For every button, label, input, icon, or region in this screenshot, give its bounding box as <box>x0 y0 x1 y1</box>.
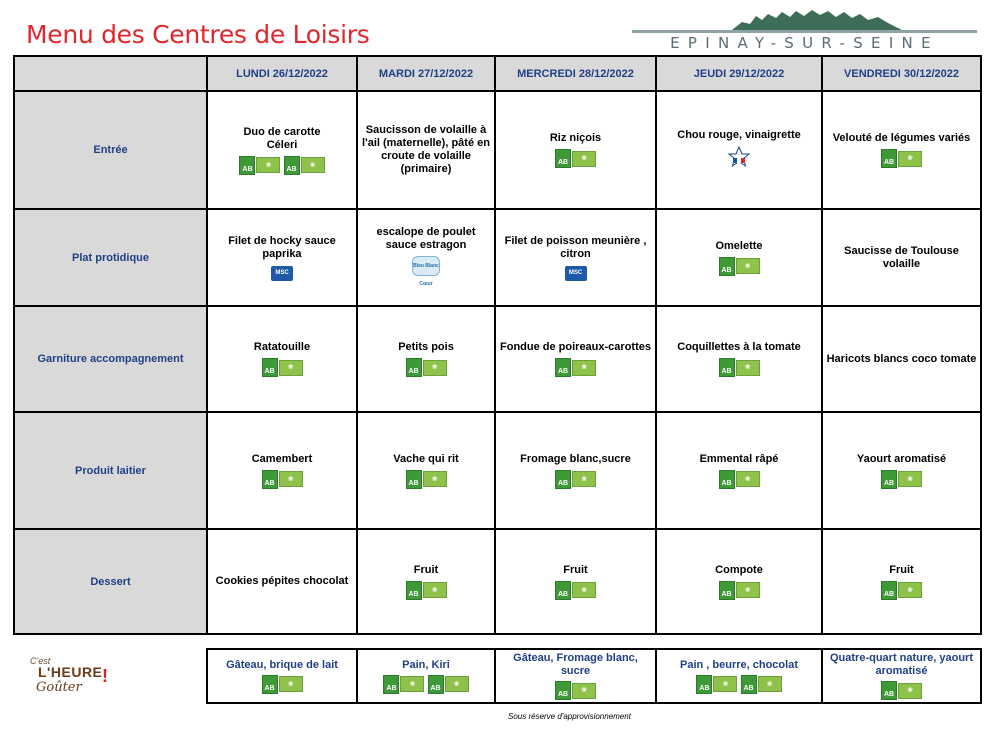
label-badges <box>208 358 356 377</box>
course-label: Dessert <box>14 529 207 634</box>
label-badges <box>657 146 821 172</box>
menu-cell <box>656 529 822 634</box>
label-badges <box>657 257 821 276</box>
menu-cell <box>656 91 822 209</box>
eu-organic-leaf-icon: ❀ <box>572 471 596 487</box>
eu-organic-leaf-icon: ❀ <box>279 676 303 692</box>
eu-organic-leaf-icon: ❀ <box>736 471 760 487</box>
day-header: MARDI 27/12/2022 <box>357 56 495 91</box>
organic-ab-icon <box>555 149 596 168</box>
eu-organic-leaf-icon: ❀ <box>713 676 737 692</box>
eu-organic-leaf-icon: ❀ <box>256 157 280 173</box>
course-label: Entrée <box>14 91 207 209</box>
eu-organic-leaf-icon: ❀ <box>572 360 596 376</box>
dish-text: Haricots blancs coco tomate <box>826 352 977 365</box>
day-header: MERCREDI 28/12/2022 <box>495 56 656 91</box>
label-badges <box>496 358 655 377</box>
gouter-logo-line3: Goûter <box>36 680 82 695</box>
ab-label: AB <box>555 581 571 600</box>
label-badges <box>208 675 356 694</box>
dish-text: Céleri <box>266 138 298 151</box>
label-badges <box>358 581 494 600</box>
organic-ab-icon <box>406 358 447 377</box>
ab-label: AB <box>881 149 897 168</box>
label-badges <box>208 265 356 281</box>
logo-bar <box>632 30 977 33</box>
menu-cell <box>495 209 656 306</box>
ab-label: AB <box>262 358 278 377</box>
dish-text: Filet de hocky sauce paprika <box>228 234 336 260</box>
menu-cell <box>357 529 495 634</box>
gouter-logo-line2: L'HEURE <box>38 664 103 680</box>
label-badges <box>358 675 494 694</box>
eu-organic-leaf-icon: ❀ <box>423 360 447 376</box>
gouter-cell <box>656 649 822 703</box>
menu-cell <box>495 412 656 529</box>
course-label: Garniture accompagnement <box>14 306 207 412</box>
menu-cell <box>207 529 357 634</box>
menu-cell <box>656 412 822 529</box>
label-badges <box>657 470 821 489</box>
organic-ab-icon <box>881 581 922 600</box>
organic-ab-icon <box>383 675 424 694</box>
dish-text: Chou rouge, vinaigrette <box>677 128 801 141</box>
eu-organic-leaf-icon: ❀ <box>898 151 922 167</box>
course-label: Plat protidique <box>14 209 207 306</box>
menu-row <box>14 91 981 209</box>
menu-cell <box>822 306 981 412</box>
eu-organic-leaf-icon: ❀ <box>400 676 424 692</box>
footnote: Sous réserve d'approvisionnement <box>508 712 631 721</box>
label-badges <box>823 149 980 168</box>
label-badges <box>657 675 821 694</box>
eu-organic-leaf-icon: ❀ <box>279 360 303 376</box>
page-title: Menu des Centres de Loisirs <box>26 20 370 49</box>
ab-label: AB <box>284 156 300 175</box>
organic-ab-icon <box>284 156 325 175</box>
organic-ab-icon <box>555 358 596 377</box>
gouter-cell <box>207 649 357 703</box>
dish-text: Compote <box>715 563 763 576</box>
organic-ab-icon <box>719 257 760 276</box>
organic-ab-icon <box>406 581 447 600</box>
organic-ab-icon <box>239 156 280 175</box>
label-badges <box>496 265 655 281</box>
eu-organic-leaf-icon: ❀ <box>572 151 596 167</box>
organic-ab-icon <box>719 470 760 489</box>
ab-label: AB <box>428 675 444 694</box>
label-badges <box>496 470 655 489</box>
dish-text: Emmental râpé <box>699 452 779 465</box>
label-badges <box>823 581 980 600</box>
menu-row <box>14 209 981 306</box>
organic-ab-icon <box>555 470 596 489</box>
menu-row <box>14 412 981 529</box>
dish-text: Fruit <box>889 563 914 576</box>
menu-cell <box>822 91 981 209</box>
label-badges <box>823 681 980 700</box>
ab-label: AB <box>555 358 571 377</box>
label-badges <box>496 149 655 168</box>
city-skyline-icon <box>732 8 902 30</box>
gouter-cell <box>495 649 656 703</box>
dish-text: Fromage blanc,sucre <box>520 452 631 465</box>
menu-cell <box>822 529 981 634</box>
eu-organic-leaf-icon: ❀ <box>445 676 469 692</box>
gouter-logo-mark: ! <box>102 666 108 686</box>
corner-cell <box>14 56 207 91</box>
dish-text: Yaourt aromatisé <box>856 452 947 465</box>
ab-label: AB <box>406 581 422 600</box>
organic-ab-icon <box>881 149 922 168</box>
organic-ab-icon <box>881 681 922 700</box>
ab-label: AB <box>406 470 422 489</box>
dish-text: Petits pois <box>398 341 454 353</box>
eu-organic-leaf-icon: ❀ <box>736 360 760 376</box>
ab-label: AB <box>719 581 735 600</box>
day-header: VENDREDI 30/12/2022 <box>822 56 981 91</box>
eu-organic-leaf-icon: ❀ <box>279 471 303 487</box>
ab-label: AB <box>881 470 897 489</box>
organic-ab-icon <box>262 470 303 489</box>
ab-label: AB <box>741 675 757 694</box>
menu-row <box>14 529 981 634</box>
menu-cell <box>822 209 981 306</box>
menu-cell <box>207 91 357 209</box>
label-badges <box>496 581 655 600</box>
menu-cell <box>495 306 656 412</box>
gouter-logo-line1: C'est <box>30 656 51 666</box>
ab-label: AB <box>555 681 571 700</box>
dish-text: Velouté de légumes variés <box>832 132 971 144</box>
ab-label: AB <box>239 156 255 175</box>
ab-label: AB <box>383 675 399 694</box>
menu-table <box>13 55 982 635</box>
day-header: LUNDI 26/12/2022 <box>207 56 357 91</box>
eu-organic-leaf-icon: ❀ <box>736 258 760 274</box>
dish-text: Fruit <box>563 563 588 576</box>
dish-text: Duo de carotte <box>243 125 321 138</box>
menu-cell <box>207 306 357 412</box>
ab-label: AB <box>406 358 422 377</box>
menu-cell <box>357 412 495 529</box>
organic-ab-icon <box>262 358 303 377</box>
menu-cell <box>207 412 357 529</box>
menu-cell <box>357 306 495 412</box>
eu-organic-leaf-icon: ❀ <box>572 683 596 699</box>
ab-label: AB <box>555 470 571 489</box>
menu-cell <box>656 306 822 412</box>
label-badges <box>208 470 356 489</box>
ab-label: AB <box>262 470 278 489</box>
gouter-text: Gâteau, brique de lait <box>226 658 338 671</box>
organic-ab-icon <box>881 470 922 489</box>
organic-ab-icon <box>741 675 782 694</box>
heure-du-gouter-logo <box>22 656 112 702</box>
course-label: Produit laitier <box>14 412 207 529</box>
day-header: JEUDI 29/12/2022 <box>656 56 822 91</box>
ab-label: AB <box>719 358 735 377</box>
gouter-text: Pain, Kiri <box>402 658 450 671</box>
gouter-row <box>207 649 981 703</box>
organic-ab-icon <box>719 581 760 600</box>
eu-organic-leaf-icon: ❀ <box>898 683 922 699</box>
label-badges <box>358 470 494 489</box>
eu-organic-leaf-icon: ❀ <box>736 582 760 598</box>
menu-cell <box>207 209 357 306</box>
eu-organic-leaf-icon: ❀ <box>898 582 922 598</box>
organic-ab-icon <box>696 675 737 694</box>
dish-text: Fruit <box>413 563 439 576</box>
origine-france-icon <box>727 146 751 168</box>
organic-ab-icon <box>428 675 469 694</box>
menu-cell <box>495 91 656 209</box>
label-badges <box>208 156 356 175</box>
organic-ab-icon <box>262 675 303 694</box>
dish-text: Omelette <box>715 239 763 252</box>
gouter-cell <box>822 649 981 703</box>
organic-ab-icon <box>555 581 596 600</box>
eu-organic-leaf-icon: ❀ <box>423 471 447 487</box>
dish-text: Saucisson de volaille à l'ail (maternelle), pâté en croute de volaille (primaire) <box>362 124 490 175</box>
dish-text: Vache qui rit <box>393 452 459 465</box>
logo-wordmark: EPINAY-SUR-SEINE <box>670 34 939 52</box>
dish-text: Cookies pépites chocolat <box>215 575 349 587</box>
dish-text: Coquillettes à la tomate <box>677 341 801 353</box>
dish-text: Camembert <box>251 452 313 465</box>
gouter-table <box>206 648 982 704</box>
msc-label-icon: MSC <box>271 266 293 281</box>
ab-label: AB <box>719 470 735 489</box>
organic-ab-icon <box>719 358 760 377</box>
dish-text: Riz niçois <box>549 132 602 144</box>
dish-text: Ratatouille <box>253 341 311 353</box>
eu-organic-leaf-icon: ❀ <box>572 582 596 598</box>
label-badges <box>657 358 821 377</box>
menu-cell <box>656 209 822 306</box>
label-badges <box>823 470 980 489</box>
label-badges <box>358 256 494 289</box>
msc-label-icon: MSC <box>565 266 587 281</box>
gouter-text: Quatre-quart nature, yaourt aromatisé <box>829 652 974 677</box>
bleu-blanc-coeur-icon: Bleu Blanc Cœur <box>412 256 440 276</box>
ab-label: AB <box>555 149 571 168</box>
eu-organic-leaf-icon: ❀ <box>758 676 782 692</box>
eu-organic-leaf-icon: ❀ <box>898 471 922 487</box>
menu-cell <box>495 529 656 634</box>
menu-cell <box>822 412 981 529</box>
epinay-logo <box>632 8 977 54</box>
dish-text: Fondue de poireaux-carottes <box>500 341 651 353</box>
menu-row <box>14 306 981 412</box>
menu-cell <box>357 91 495 209</box>
ab-label: AB <box>881 581 897 600</box>
ab-label: AB <box>262 675 278 694</box>
days-header-row <box>14 56 981 91</box>
label-badges <box>657 581 821 600</box>
ab-label: AB <box>719 257 735 276</box>
eu-organic-leaf-icon: ❀ <box>423 582 447 598</box>
ab-label: AB <box>881 681 897 700</box>
gouter-text: Pain , beurre, chocolat <box>680 658 798 671</box>
ab-label: AB <box>696 675 712 694</box>
gouter-text: Gâteau, Fromage blanc, sucre <box>513 652 638 677</box>
gouter-cell <box>357 649 495 703</box>
menu-cell <box>357 209 495 306</box>
organic-ab-icon <box>555 681 596 700</box>
dish-text: Filet de poisson meunière , citron <box>504 234 647 260</box>
label-badges <box>496 681 655 700</box>
dish-text: Saucisse de Toulouse volaille <box>844 244 959 270</box>
organic-ab-icon <box>406 470 447 489</box>
dish-text: escalope de poulet sauce estragon <box>376 226 476 251</box>
label-badges <box>358 358 494 377</box>
eu-organic-leaf-icon: ❀ <box>301 157 325 173</box>
